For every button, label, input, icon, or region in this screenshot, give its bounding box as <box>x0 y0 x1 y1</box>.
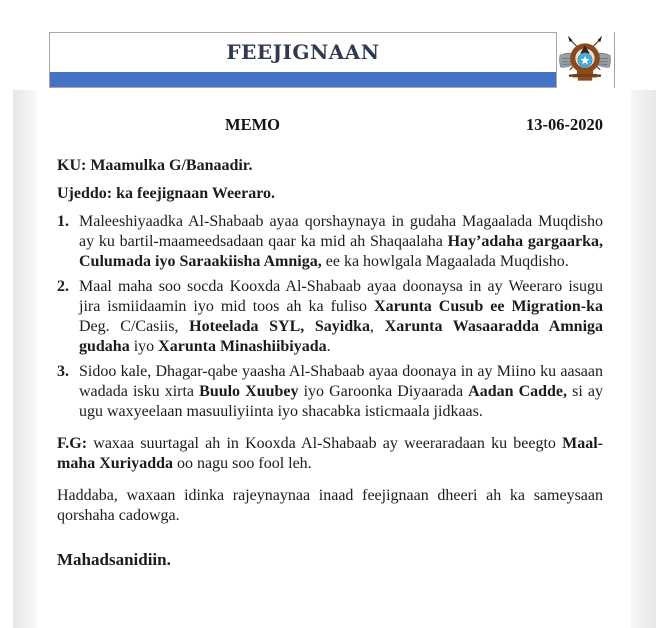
memo-body <box>57 156 603 570</box>
list-item-text <box>79 277 603 357</box>
text-run: . <box>326 338 331 355</box>
text-run: oo nagu soo fool leh. <box>173 455 312 472</box>
logo-cell <box>556 32 615 88</box>
text-run-bold: Xarunta Cusub ee Migration-ka <box>374 298 603 315</box>
note-paragraph <box>57 434 603 474</box>
page-edge-shadow-left <box>13 90 37 628</box>
memo-date: 13-06-2020 <box>526 115 603 134</box>
title-accent-bar <box>50 72 556 87</box>
list-number: 3. <box>57 363 69 380</box>
text-run-bold: Xarunta Wasaaradda Amniga gudaha <box>79 318 604 355</box>
somali-armed-forces-emblem-icon <box>558 34 612 86</box>
memo-label: MEMO <box>225 115 280 134</box>
list-item-1 <box>57 212 603 272</box>
list-item-text <box>79 212 603 272</box>
text-run-bold: Xarunta Minashiibiyada <box>158 338 327 355</box>
list-item-text <box>79 362 603 422</box>
title-banner <box>49 32 557 88</box>
list-item-2 <box>57 277 603 357</box>
text-run-bold: Hay’adaha gargaarka, Culumada iyo Saraakiisha Amniga, <box>79 233 604 270</box>
document-title: FEEJIGNAAN <box>50 33 556 72</box>
text-run: ee ka howlgala Magaalada Muqdisho. <box>325 253 569 270</box>
text-run: Sidoo kale, Dhagar-qabe yaasha Al-Shabaab ayaa doonaya in ay Miino ku aasaan wadada isku xirta <box>79 363 603 400</box>
text-run: iyo <box>129 338 159 355</box>
subject-line: Ujeddo: ka feejignaan Weeraro. <box>57 185 276 202</box>
list-number: 1. <box>57 213 69 230</box>
list-item-3 <box>57 362 603 422</box>
text-run-bold: Aadan Cadde, <box>468 383 568 400</box>
list-number: 2. <box>57 278 69 295</box>
text-run: iyo Garoonka Diyaarada <box>298 383 469 400</box>
page-edge-shadow-right <box>631 90 656 628</box>
signoff: Mahadsanidiin. <box>57 550 171 569</box>
text-run-bold: Hoteelada SYL, Sayidka <box>189 318 371 335</box>
text-run: waxaa suurtagal ah in Kooxda Al-Shabaab ay weeraradaan ku beegto <box>87 435 563 452</box>
text-run-bold: Buulo Xuubey <box>199 383 299 400</box>
to-line: KU: Maamulka G/Banaadir. <box>57 157 253 174</box>
closing-paragraph: Haddaba, waxaan idinka rajeynaynaa inaad feejignaan dheeri ah ka sameysaan qorshaha cadowga. <box>57 487 603 524</box>
text-run: Deg. C/Casiis, <box>79 318 190 335</box>
text-run: , <box>370 318 385 335</box>
text-run-bold: F.G: <box>57 435 88 452</box>
text-run-bold: Maal-maha Xuriyadda <box>57 435 603 472</box>
text-run: si ay ugu waxyeelaan masuuliyiinta iyo shacabka isticmaala jidkaas. <box>79 383 604 420</box>
text-run: Maleeshiyaadka Al-Shabaab ayaa qorshaynaya in gudaha Magaalada Muqdisho ay ku bartil-maameedsadaan qaar ka mid ah Shaqaalaha <box>79 213 603 250</box>
memo-header-row <box>57 115 603 135</box>
text-run: Maal maha soo socda Kooxda Al-Shabaab ayaa doonaysa in ay Weeraro isugu jira ismiidaamin iyo mid toos ah ka fuliso <box>79 278 603 315</box>
